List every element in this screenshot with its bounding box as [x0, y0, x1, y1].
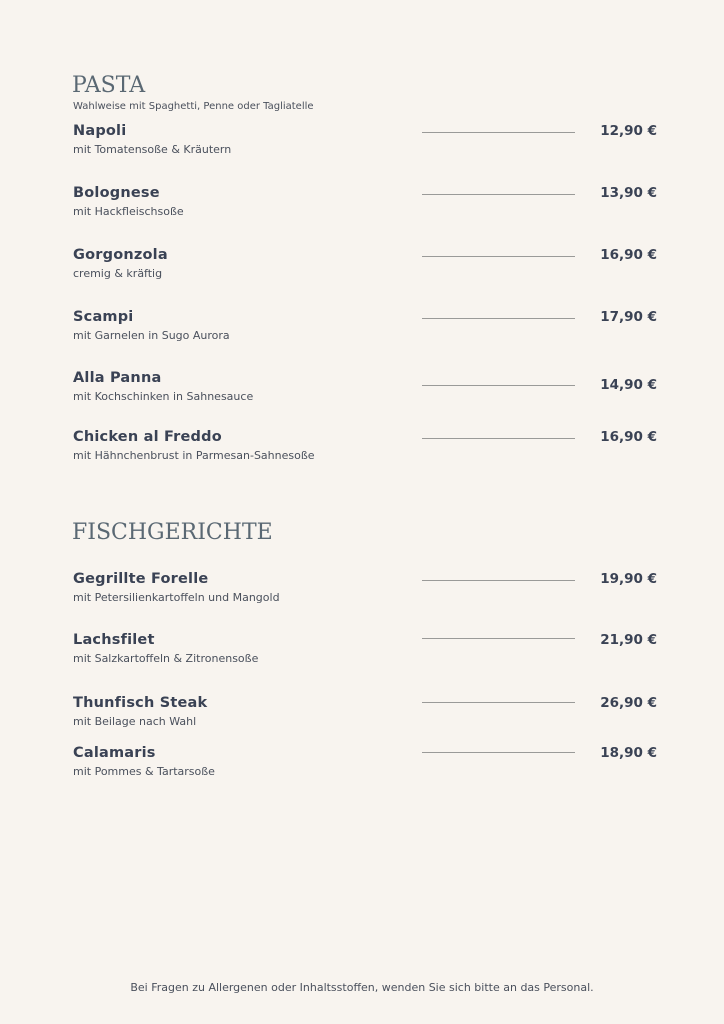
- item-price: 26,90 €: [600, 695, 657, 711]
- item-name: Lachsfilet: [73, 632, 155, 648]
- menu-item: [73, 247, 663, 287]
- menu-item: [73, 632, 663, 672]
- item-description: mit Beilage nach Wahl: [73, 715, 197, 728]
- item-name: Alla Panna: [73, 370, 162, 386]
- divider-line: [422, 256, 575, 257]
- divider-line: [422, 132, 575, 133]
- item-description: mit Tomatensoße & Kräutern: [73, 143, 232, 156]
- divider-line: [422, 385, 575, 386]
- section-subtitle-pasta: Wahlweise mit Spaghetti, Penne oder Tagliatelle: [73, 101, 314, 112]
- item-name: Napoli: [73, 123, 127, 139]
- item-price: 18,90 €: [600, 745, 657, 761]
- divider-line: [422, 580, 575, 581]
- item-description: mit Hackfleischsoße: [73, 205, 184, 218]
- item-price: 13,90 €: [600, 185, 657, 201]
- menu-item: [73, 123, 663, 163]
- item-description: mit Petersilienkartoffeln und Mangold: [73, 591, 280, 604]
- item-price: 19,90 €: [600, 571, 657, 587]
- menu-item: [73, 370, 663, 410]
- divider-line: [422, 318, 575, 319]
- divider-line: [422, 638, 575, 639]
- item-description: mit Kochschinken in Sahnesauce: [73, 390, 254, 403]
- menu-item: [73, 429, 663, 469]
- menu-item: [73, 695, 663, 735]
- item-price: 16,90 €: [600, 429, 657, 445]
- menu-item: [73, 309, 663, 349]
- divider-line: [422, 438, 575, 439]
- item-description: mit Hähnchenbrust in Parmesan-Sahnesoße: [73, 449, 315, 462]
- item-price: 16,90 €: [600, 247, 657, 263]
- item-price: 17,90 €: [600, 309, 657, 325]
- allergen-notice: Bei Fragen zu Allergenen oder Inhaltsstoffen, wenden Sie sich bitte an das Personal.: [130, 981, 594, 994]
- item-name: Thunfisch Steak: [73, 695, 208, 711]
- divider-line: [422, 194, 575, 195]
- item-name: Bolognese: [73, 185, 160, 201]
- divider-line: [422, 702, 575, 703]
- item-name: Gorgonzola: [73, 247, 168, 263]
- item-description: mit Garnelen in Sugo Aurora: [73, 329, 230, 342]
- section-title-pasta: PASTA: [72, 73, 146, 98]
- item-name: Gegrillte Forelle: [73, 571, 209, 587]
- menu-item: [73, 571, 663, 611]
- item-price: 12,90 €: [600, 123, 657, 139]
- section-title-fischgerichte: FISCHGERICHTE: [72, 520, 273, 545]
- item-description: mit Salzkartoffeln & Zitronensoße: [73, 652, 259, 665]
- item-price: 14,90 €: [600, 377, 657, 393]
- menu-item: [73, 745, 663, 785]
- divider-line: [422, 752, 575, 753]
- item-name: Calamaris: [73, 745, 156, 761]
- item-description: cremig & kräftig: [73, 267, 163, 280]
- item-price: 21,90 €: [600, 632, 657, 648]
- item-name: Chicken al Freddo: [73, 429, 222, 445]
- item-name: Scampi: [73, 309, 134, 325]
- item-description: mit Pommes & Tartarsoße: [73, 765, 215, 778]
- menu-item: [73, 185, 663, 225]
